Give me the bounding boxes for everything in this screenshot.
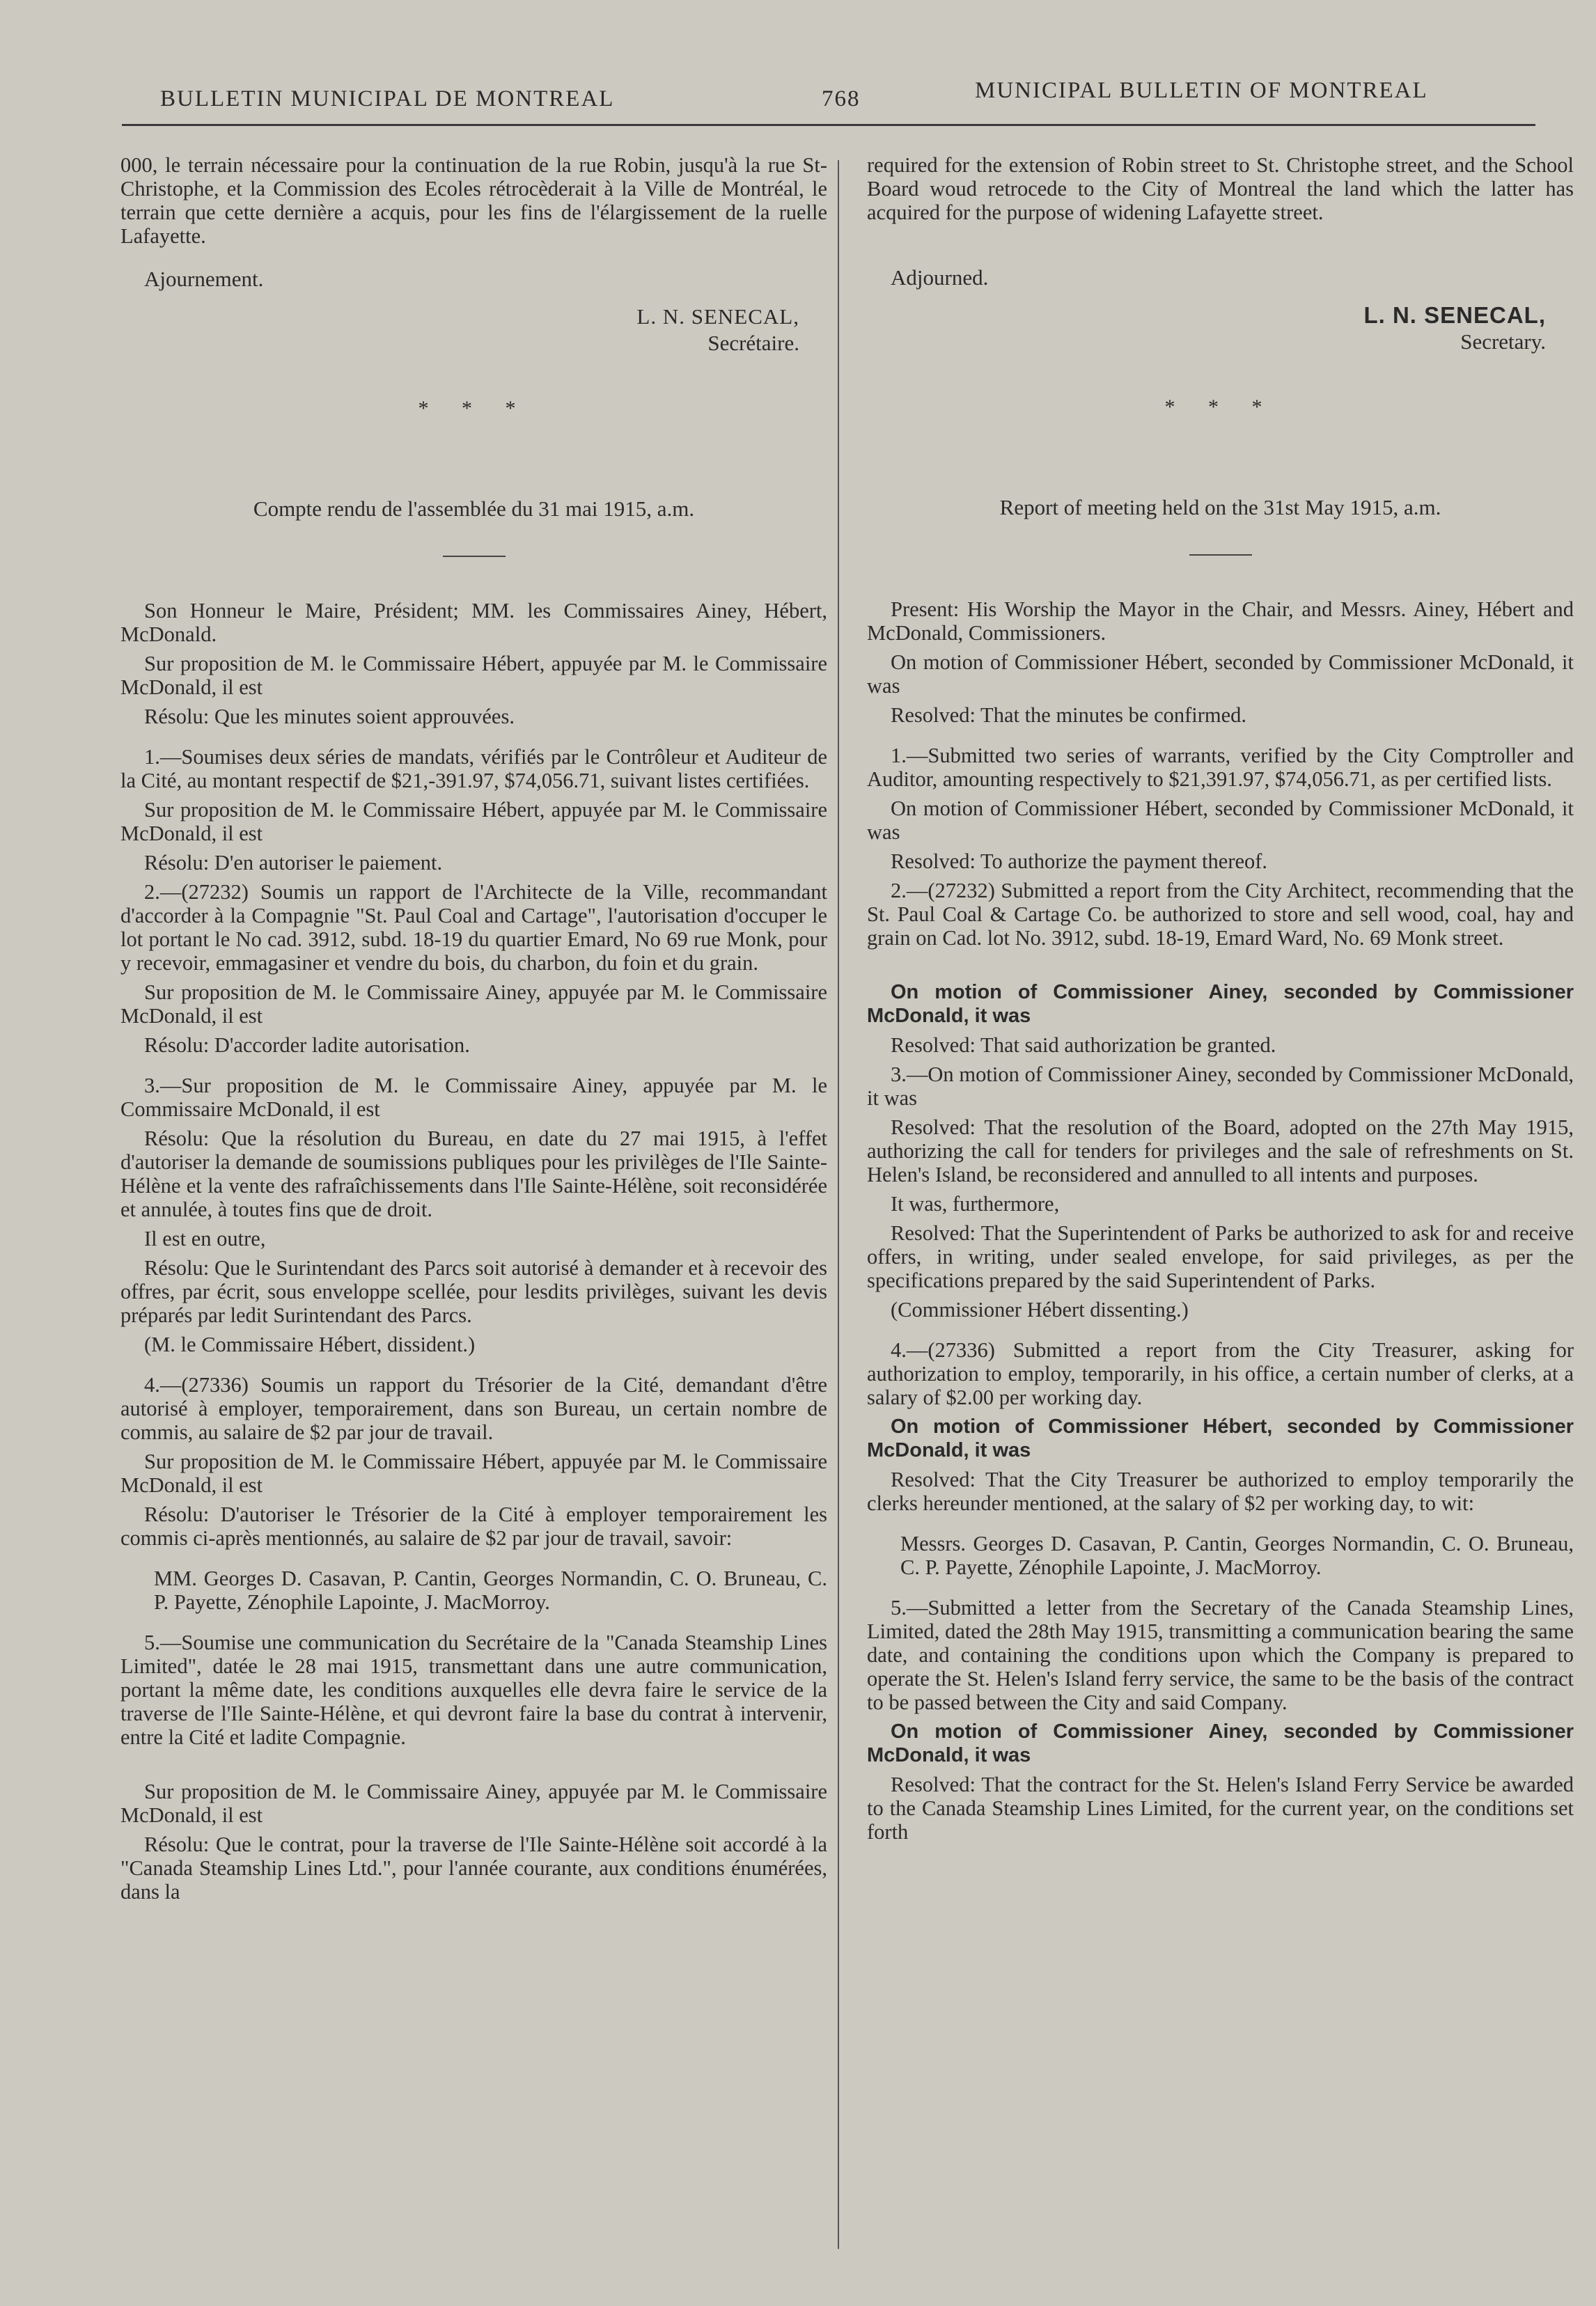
- adjourn-text: Adjourned.: [891, 265, 989, 290]
- title-rule: [1189, 554, 1252, 556]
- furthermore-paragraph: It was, furthermore,: [891, 1192, 1060, 1216]
- resolution-paragraph: Resolved: That the Superintendent of Parks be authorized to ask for and receive offers, in writing, under sealed envelope, for said privileges, as per the specifications prepared by the said Superintendent of Parks.: [867, 1221, 1574, 1292]
- motion-paragraph: On motion of Commissioner Ainey, seconded by Commissioner McDonald, it was: [867, 981, 1574, 1027]
- english-column: [867, 153, 1574, 1849]
- motion-paragraph: Sur proposition de M. le Commissaire Ainey, appuyée par M. le Commissaire McDonald, il est: [120, 980, 827, 1028]
- present-paragraph: Son Honneur le Maire, Président; MM. les Commissaires Ainey, Hébert, McDonald.: [120, 599, 827, 646]
- resolution-paragraph: Resolved: That said authorization be granted.: [891, 1033, 1276, 1057]
- motion-paragraph: Sur proposition de M. le Commissaire Ainey, appuyée par M. le Commissaire McDonald, il est: [120, 1780, 827, 1827]
- header-rule: [122, 124, 1535, 126]
- present-paragraph: Present: His Worship the Mayor in the Chair, and Messrs. Ainey, Hébert and McDonald, Commissioners.: [867, 597, 1574, 645]
- resolution-paragraph: Resolved: That the City Treasurer be authorized to employ temporarily the clerks hereunder mentioned, at the salary of $2 per working day, to wit:: [867, 1468, 1574, 1515]
- resolution-paragraph: Résolu: Que les minutes soient approuvées.: [144, 705, 515, 728]
- resolution-paragraph: Résolu: Que le contrat, pour la traverse de l'Ile Sainte-Hélène soit accordé à la "Canada Steamship Lines Ltd.", pour l'année courante, aux conditions énumérées, dans la: [120, 1833, 827, 1904]
- motion-paragraph: On motion of Commissioner Hébert, seconded by Commissioner McDonald, it was: [867, 650, 1574, 698]
- item-2-paragraph: 2.—(27232) Soumis un rapport de l'Architecte de la Ville, recommandant d'accorder à la Compagnie "St. Paul Coal and Cartage", l'autorisation d'occuper le lot portant le No cad. 3912, subd. 18-19 du quartier Emard, No 69 rue Monk, pour y recevoir, emmagasiner et vendre du bois, du charbon, du foin et du grain.: [120, 880, 827, 975]
- item-3-paragraph: 3.—On motion of Commissioner Ainey, seconded by Commissioner McDonald, it was: [867, 1062, 1574, 1110]
- item-4-paragraph: 4.—(27336) Submitted a report from the City Treasurer, asking for authorization to employ, temporarily, in his office, a certain number of clerks, at a salary of $2.00 per working day.: [867, 1338, 1574, 1409]
- report-title: Compte rendu de l'assemblée du 31 mai 1915, a.m.: [253, 496, 695, 521]
- motion-paragraph: On motion of Commissioner Hébert, seconded by Commissioner McDonald, it was: [867, 1415, 1574, 1461]
- resolution-paragraph: Résolu: D'accorder ladite autorisation.: [144, 1033, 470, 1057]
- section-separator: * * *: [1164, 395, 1276, 418]
- report-title: Report of meeting held on the 31st May 1915, a.m.: [999, 495, 1441, 519]
- resolution-paragraph: Résolu: Que la résolution du Bureau, en date du 27 mai 1915, à l'effet d'autoriser la demande de soumissions publiques pour les privilèges de l'Ile Sainte-Hélène et la vente des rafraîchissements dans l'Ile Sainte-Hélène, soit reconsidérée et annulée, à toutes fins que de droit.: [120, 1127, 827, 1221]
- header-title-english: MUNICIPAL BULLETIN OF MONTREAL: [975, 78, 1428, 103]
- item-4-paragraph: 4.—(27336) Soumis un rapport du Trésorier de la Cité, demandant d'être autorisé à employer, temporairement, dans son Bureau, un certain nombre de commis, au salaire de $2 par jour de travail.: [120, 1373, 827, 1444]
- item-5-paragraph: 5.—Submitted a letter from the Secretary of the Canada Steamship Lines, Limited, dated the 28th May 1915, transmitting a communication bearing the same date, and containing the conditions upon which the Company is prepared to operate the St. Helen's Island ferry service, the same to be the basis of the contract to be passed between the City and said Company.: [867, 1596, 1574, 1714]
- motion-paragraph: Sur proposition de M. le Commissaire Hébert, appuyée par M. le Commissaire McDonald, il est: [120, 798, 827, 845]
- motion-paragraph: Sur proposition de M. le Commissaire Hébert, appuyée par M. le Commissaire McDonald, il est: [120, 652, 827, 699]
- clerks-list: MM. Georges D. Casavan, P. Cantin, Georges Normandin, C. O. Bruneau, C. P. Payette, Zénophile Lapointe, J. MacMorroy.: [154, 1567, 827, 1614]
- resolution-paragraph: Résolu: D'autoriser le Trésorier de la Cité à employer temporairement les commis ci-après mentionnés, au salaire de $2 par jour de travail, savoir:: [120, 1503, 827, 1550]
- motion-paragraph: On motion of Commissioner Hébert, seconded by Commissioner McDonald, it was: [867, 797, 1574, 844]
- intro-paragraph: required for the extension of Robin street to St. Christophe street, and the School Board woud retrocede to the City of Montreal the land which the latter has acquired for the purpose of widening Lafayette street.: [867, 153, 1574, 224]
- item-1-paragraph: 1.—Submitted two series of warrants, verified by the City Comptroller and Auditor, amounting respectively to $21,391.97, $74,056.71, as per certified lists.: [867, 744, 1574, 791]
- motion-paragraph: Sur proposition de M. le Commissaire Hébert, appuyée par M. le Commissaire McDonald, il est: [120, 1450, 827, 1497]
- item-3-paragraph: 3.—Sur proposition de M. le Commissaire Ainey, appuyée par M. le Commissaire McDonald, il est: [120, 1074, 827, 1121]
- resolution-paragraph: Résolu: D'en autoriser le paiement.: [144, 851, 443, 874]
- dissent-note: (M. le Commissaire Hébert, dissident.): [144, 1333, 476, 1356]
- resolution-paragraph: Resolved: That the contract for the St. Helen's Island Ferry Service be awarded to the Canada Steamship Lines Limited, for the current year, on the conditions set forth: [867, 1773, 1574, 1844]
- title-rule: [443, 556, 506, 557]
- item-2-paragraph: 2.—(27232) Submitted a report from the City Architect, recommending that the St. Paul Coal & Cartage Co. be authorized to store and sell wood, coal, hay and grain on Cad. lot No. 3912, subd. 18-19, Emard Ward, No. 69 Monk street.: [867, 879, 1574, 950]
- intro-paragraph: 000, le terrain nécessaire pour la continuation de la rue Robin, jusqu'à la rue St-Christophe, et la Commission des Ecoles rétrocèderait à la Ville de Montréal, le terrain que cette dernière a acquis, pour les fins de l'élargissement de la ruelle Lafayette.: [120, 153, 827, 248]
- motion-paragraph: On motion of Commissioner Ainey, seconded by Commissioner McDonald, it was: [867, 1720, 1574, 1766]
- signature-name: L. N. SENECAL,: [1363, 302, 1546, 328]
- furthermore-paragraph: Il est en outre,: [144, 1227, 266, 1250]
- resolution-paragraph: Resolved: That the resolution of the Board, adopted on the 27th May 1915, authorizing the call for tenders for privileges and the sale of refreshments on St. Helen's Island, be reconsidered and annulled to all intents and purposes.: [867, 1115, 1574, 1186]
- clerks-list: Messrs. Georges D. Casavan, P. Cantin, Georges Normandin, C. O. Bruneau, C. P. Payette, Zénophile Lapointe, J. MacMorroy.: [900, 1532, 1574, 1579]
- section-separator: * * *: [418, 397, 530, 420]
- french-column: [120, 153, 827, 1909]
- dissent-note: (Commissioner Hébert dissenting.): [891, 1298, 1189, 1321]
- resolution-paragraph: Resolved: To authorize the payment thereof.: [891, 849, 1268, 873]
- page-number: 768: [822, 86, 861, 111]
- signature-name: L. N. SENECAL,: [636, 304, 799, 329]
- item-5-paragraph: 5.—Soumise une communication du Secrétaire de la "Canada Steamship Lines Limited", datée le 28 mai 1915, transmettant dans une autre communication, portant la même date, les conditions auxquelles elle devra faire le service de la traverse de l'Ile Sainte-Hélène, et qui devront faire la base du contrat à intervenir, entre la Cité et ladite Compagnie.: [120, 1631, 827, 1749]
- column-divider: [838, 160, 839, 2249]
- signature-title: Secretary.: [1460, 329, 1546, 354]
- item-1-paragraph: 1.—Soumises deux séries de mandats, vérifiés par le Contrôleur et Auditeur de la Cité, au montant respectif de $21,-391.97, $74,056.71, suivant listes certifiées.: [120, 745, 827, 792]
- resolution-paragraph: Resolved: That the minutes be confirmed.: [891, 703, 1247, 727]
- resolution-paragraph: Résolu: Que le Surintendant des Parcs soit autorisé à demander et à recevoir des offres, par écrit, sous enveloppe scellée, pour lesdits privilèges, suivant les devis préparés par ledit Surintendant des Parcs.: [120, 1256, 827, 1327]
- header-title-french: BULLETIN MUNICIPAL DE MONTREAL: [160, 86, 615, 111]
- adjourn-text: Ajournement.: [144, 267, 264, 291]
- signature-title: Secrétaire.: [707, 331, 799, 355]
- page-header: [160, 78, 1525, 120]
